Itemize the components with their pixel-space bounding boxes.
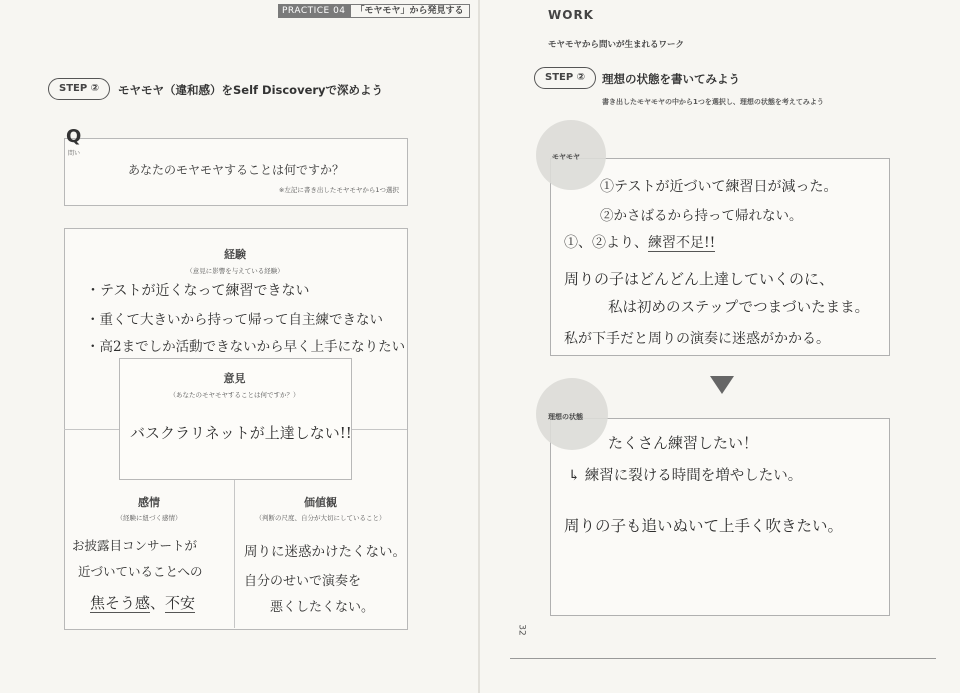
opinion-entry: バスクラリネットが上達しない!! <box>130 424 352 442</box>
practice-tag <box>278 4 470 18</box>
values-subtitle: （判断の尺度、自分が大切にしていること） <box>255 514 386 522</box>
practice-label: PRACTICE 04 <box>278 4 350 18</box>
feeling-separator: 、 <box>150 594 166 612</box>
right-page <box>480 0 960 693</box>
moyamoya-line-4: 周りの子はどんどん上達していくのに、 <box>564 270 835 288</box>
experience-entry-2: ・重くて大きいから持って帰って自主練できない <box>86 312 383 328</box>
step-title-right: 理想の状態を書いてみよう <box>602 72 740 86</box>
moyamoya-line-3-emphasis: 練習不足!! <box>648 235 716 251</box>
moyamoya-line-3-prefix: ①、②より、 <box>564 235 648 251</box>
values-title: 価値観 <box>304 496 337 509</box>
question-box <box>64 138 408 206</box>
feeling-emphasis-2: 不安 <box>165 594 196 612</box>
opinion-subtitle: （あなたのモヤモヤすることは何ですか？） <box>169 391 300 399</box>
feeling-title: 感情 <box>138 496 160 509</box>
page-number: 32 <box>516 624 527 636</box>
moyamoya-line-5: 私は初めのステップでつまづいたまま。 <box>608 300 870 316</box>
step-badge-left: STEP ② <box>48 78 110 100</box>
values-line-2: 自分のせいで演奏を <box>244 574 362 589</box>
moyamoya-line-2: ②かさばるから持って帰れない。 <box>600 208 803 224</box>
experience-subtitle: （意見に影響を与えている経験） <box>186 267 284 275</box>
feeling-subtitle: （経験に紐づく感情） <box>116 514 182 522</box>
question-sub: 問い <box>68 150 81 157</box>
ideal-label: 理想の状態 <box>548 413 583 421</box>
values-line-3: 悪くしたくない。 <box>270 600 375 615</box>
question-note: ※左記に書き出したモヤモヤから1つ選択 <box>278 186 399 194</box>
moyamoya-line-1: ①テストが近づいて練習日が減った。 <box>600 179 838 195</box>
ideal-line-3: 周りの子も追いぬいて上手く吹きたい。 <box>564 517 844 535</box>
values-line-1: 周りに迷惑かけたくない。 <box>244 544 406 560</box>
practice-title: 「モヤモヤ」から発見する <box>350 4 470 18</box>
experience-entry-3: ・高2までしか活動できないから早く上手になりたい <box>86 339 406 355</box>
feeling-line-2: 近づいていることへの <box>78 564 203 579</box>
instruction-text: 書き出したモヤモヤの中から1つを選択し、理想の状態を考えてみよう <box>602 98 824 106</box>
experience-title: 経験 <box>224 248 246 261</box>
opinion-title: 意見 <box>223 372 246 385</box>
moyamoya-line-6: 私が下手だと周りの演奏に迷惑がかかる。 <box>564 331 830 347</box>
ideal-line-1: たくさん練習したい！ <box>608 434 759 452</box>
arrow-down-icon <box>710 376 734 394</box>
step-badge-right: STEP ② <box>534 67 596 89</box>
moyamoya-label: モヤモヤ <box>552 153 580 161</box>
feeling-line-1: お披露目コンサートが <box>72 538 198 553</box>
question-letter: Q <box>66 126 82 147</box>
work-subtitle: モヤモヤから問いが生まれるワーク <box>548 40 685 50</box>
feeling-emphasis-1: 焦そう感 <box>90 594 151 612</box>
moyamoya-line-3 <box>564 232 715 252</box>
experience-entry-1: ・テストが近くなって練習できない <box>86 283 310 299</box>
ideal-line-2: ↳ 練習に裂ける時間を増やしたい。 <box>568 468 803 484</box>
work-label: WORK <box>548 8 594 22</box>
question-text: あなたのモヤモヤすることは何ですか？ <box>127 163 344 177</box>
feeling-emphasis <box>90 592 195 613</box>
step-title-left: モヤモヤ（違和感）をSelf Discoveryで深めよう <box>118 83 384 97</box>
bottom-rule <box>510 658 936 659</box>
